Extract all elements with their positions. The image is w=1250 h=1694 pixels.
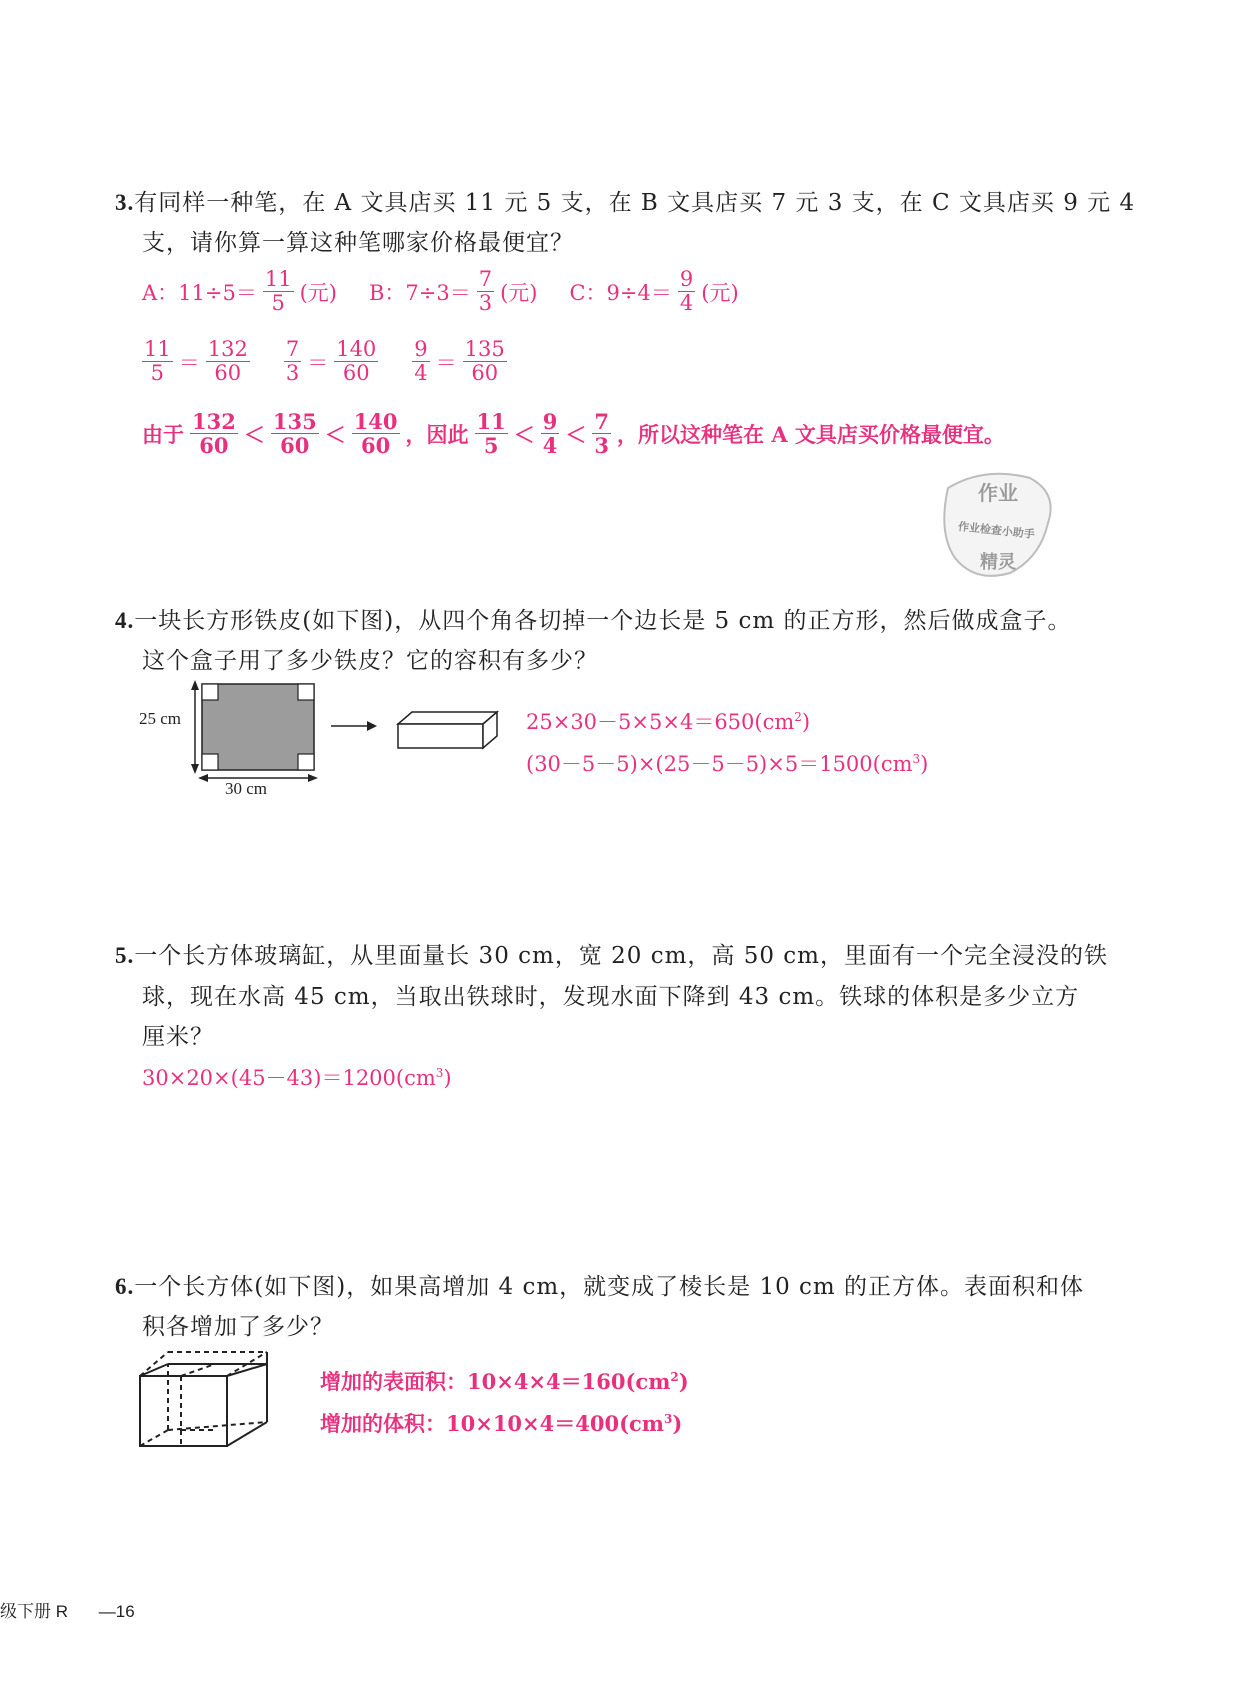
q6-line2: 积各增加了多少？ [142,1314,334,1340]
q4-line1: 4.一块长方形铁皮(如下图)，从四个角各切掉一个边长是 5 cm 的正方形，然后做成盒子。 [115,608,1072,634]
q5-number: 5. [115,943,135,968]
q3-line2: 支，请你算一算这种笔哪家价格最便宜？ [142,230,574,256]
fraction: $\frac{9}{4}$ [679,267,694,316]
q3-answer-conclusion: 由于 $\frac{132}{60}$ ＜ $\frac{135}{60}$ ＜ $\frac{140}{60}$ ，因此 $\frac{11}{5}$ ＜ $\frac{9}{4}$ ＜ $\frac{7}{3}$ ，所以这种笔在 A 文具店买价格最便宜。 [142,409,1005,459]
q3-answer-equivalents: $\frac{11}{5}$ ＝ $\frac{132}{60}$ $\frac{7}{3}$ ＝ $\frac{140}{60}$ $\frac{9}{4}$ ＝ $\frac{135}{60}$ [144,337,505,386]
q3-answer-division: A：11÷5＝ $\frac{11}{5}$ (元) B：7÷3＝ $\frac{7}{3}$ (元) C：9÷4＝ $\frac{9}{4}$ (元) [142,267,739,316]
q5-answer: $30\times 20\times(45-43)=1200(cm^3)$ [142,1066,452,1090]
q4-answer-volume: $(30-5-5)\times(25-5-5)\times 5=1500(cm^3)$ [526,752,929,776]
q4-figure [135,676,505,796]
svg-text:作业: 作业 [978,481,1018,505]
q6-cuboid-figure [135,1346,275,1451]
q6-number: 6. [115,1274,135,1299]
stamp-badge [930,458,1060,588]
q5-line3: 厘米？ [142,1024,214,1050]
q4-number: 4. [115,608,135,633]
q6-answer-surface: 增加的表面积：$10\times 4\times 4=160(cm^2)$ [320,1369,689,1394]
q4-answer-area: $25\times 30-5\times 5\times 4=650(cm^2)$ [526,710,811,734]
svg-text:作业检查小助手: 作业检查小助手 [957,520,1036,542]
footer [0,1597,135,1622]
q3-line1: 3.有同样一种笔，在 A 文具店买 11 元 5 支，在 B 文具店买 7 元 3 支，在 C 文具店买 9 元 4 [115,190,1136,216]
q3-number: 3. [115,190,135,215]
footer-book-label: 级下册 R [0,1602,68,1621]
svg-text:25 cm: 25 cm [139,709,182,728]
svg-text:30 cm: 30 cm [225,779,268,796]
q4-line2: 这个盒子用了多少铁皮？它的容积有多少？ [142,648,598,674]
q5-line2: 球，现在水高 45 cm，当取出铁球时，发现水面下降到 43 cm。铁球的体积是多少立方 [142,984,1080,1010]
fraction: $\frac{11}{5}$ [264,267,292,316]
page-number: —16 [98,1602,135,1621]
fraction: $\frac{7}{3}$ [478,267,493,316]
svg-text:精灵: 精灵 [980,552,1016,573]
q5-line1: 5.一个长方体玻璃缸，从里面量长 30 cm，宽 20 cm，高 50 cm，里面有一个完全浸没的铁 [115,943,1108,969]
q6-line1: 6.一个长方体(如下图)，如果高增加 4 cm，就变成了棱长是 10 cm 的正方体。表面积和体 [115,1274,1085,1300]
q6-answer-volume: 增加的体积：$10\times 10\times 4=400(cm^3)$ [320,1411,683,1436]
